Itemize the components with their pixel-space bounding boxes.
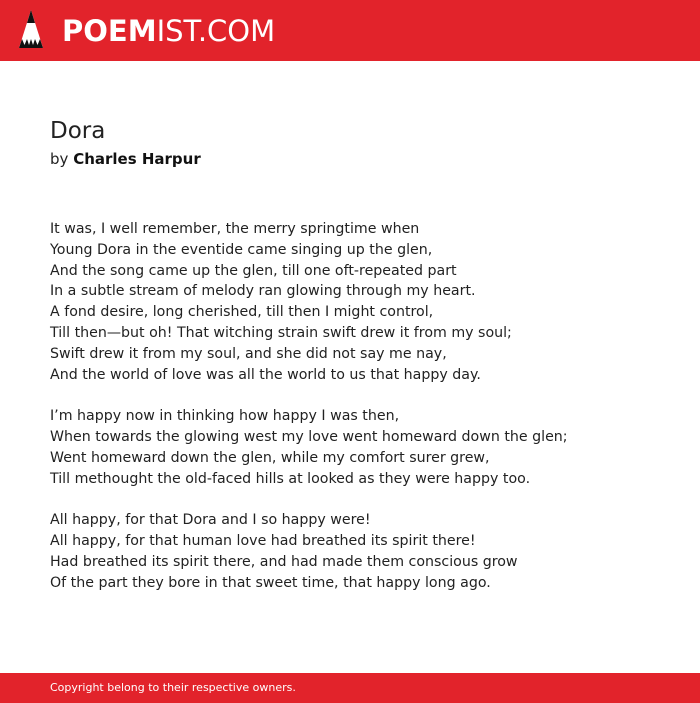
poem-line: And the song came up the glen, till one oft-repeated part <box>50 262 457 279</box>
poem-line: Till methought the old-faced hills at looked as they were happy too. <box>50 470 531 487</box>
poem-line: All happy, for that human love had breathed its spirit there! <box>50 532 476 549</box>
site-header <box>0 0 700 61</box>
stanza <box>50 406 670 489</box>
copyright-text: Copyright belong to their respective owners. <box>50 681 296 694</box>
byline <box>50 150 201 169</box>
by-label: by <box>50 150 69 168</box>
site-footer <box>0 673 700 703</box>
poem-line: A fond desire, long cherished, till then I might control, <box>50 304 434 321</box>
poem-line: All happy, for that Dora and I so happy were! <box>50 512 371 529</box>
poem-line: Young Dora in the eventide came singing up the glen, <box>50 241 433 258</box>
brand-light: IST.COM <box>156 14 276 48</box>
poem-line: And the world of love was all the world to us that happy day. <box>50 366 481 383</box>
poem-line: Had breathed its spirit there, and had made them conscious grow <box>50 553 518 570</box>
stanza <box>50 510 670 593</box>
poem-line: When towards the glowing west my love went homeward down the glen; <box>50 428 568 445</box>
poem-body <box>50 219 670 614</box>
poem-line: Went homeward down the glen, while my comfort surer grew, <box>50 449 490 466</box>
poem-line: Till then—but oh! That witching strain swift drew it from my soul; <box>50 324 512 341</box>
poem-line: In a subtle stream of melody ran glowing through my heart. <box>50 283 476 300</box>
poem-line: Swift drew it from my soul, and she did not say me nay, <box>50 345 447 362</box>
poem-title: Dora <box>50 118 106 144</box>
stanza <box>50 219 670 385</box>
poem-line: I’m happy now in thinking how happy I was then, <box>50 408 400 425</box>
site-logo-text[interactable] <box>62 14 275 48</box>
poem-line: Of the part they bore in that sweet time, that happy long ago. <box>50 574 491 591</box>
brand-bold: POEM <box>62 14 157 48</box>
pencil-tip-icon[interactable] <box>16 8 46 52</box>
author-name: Charles Harpur <box>73 150 201 168</box>
poem-line: It was, I well remember, the merry springtime when <box>50 221 420 237</box>
